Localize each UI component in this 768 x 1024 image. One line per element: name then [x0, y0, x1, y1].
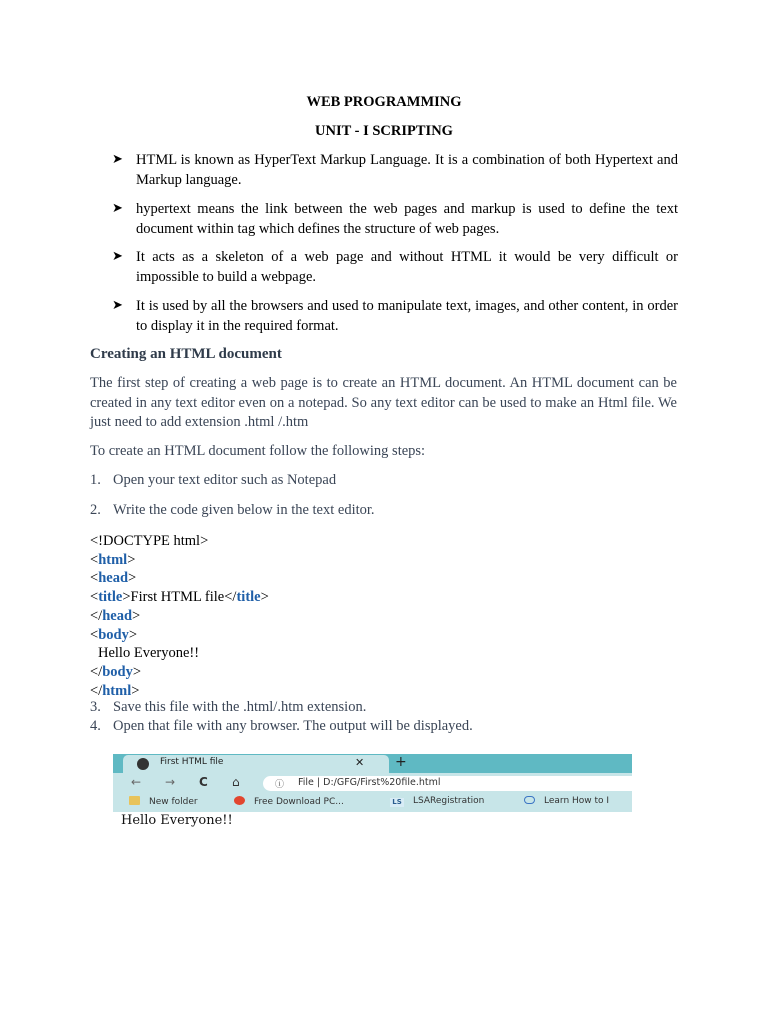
favicon-icon — [137, 758, 149, 770]
arrow-bullet-icon: ➤ — [112, 151, 123, 166]
bookmark-lsa-registration[interactable]: LS LSARegistration — [390, 796, 484, 807]
home-icon[interactable]: ⌂ — [232, 775, 240, 789]
bullet-item — [112, 200, 678, 239]
page-title: WEB PROGRAMMING — [306, 94, 462, 110]
forward-icon[interactable]: → — [165, 775, 176, 789]
step-text: Open that file with any browser. The output will be displayed. — [113, 718, 473, 734]
step-number: 2. — [90, 502, 101, 518]
browser-nav-bar — [113, 773, 632, 794]
bookmark-free-download[interactable]: Free Download PC... — [234, 796, 344, 807]
info-icon: ⓘ — [275, 780, 285, 790]
browser-tab-bar — [113, 754, 632, 773]
code-line: <!DOCTYPE html> — [90, 533, 209, 549]
bullet-item — [112, 248, 678, 287]
code-line: Hello Everyone!! — [98, 645, 200, 662]
bookmark-learn-how[interactable]: Learn How to I — [524, 796, 609, 806]
bookmark-new-folder[interactable]: New folder — [129, 796, 198, 807]
step-text: Write the code given below in the text editor. — [113, 502, 375, 518]
steps-intro: To create an HTML document follow the following steps: — [90, 443, 426, 459]
code-line: </body> — [90, 663, 142, 680]
bookmarks-bar — [113, 794, 632, 812]
code-line: </head> — [90, 607, 141, 624]
step-item — [90, 699, 366, 716]
browser-screenshot — [113, 754, 632, 812]
reload-icon[interactable]: C — [199, 775, 208, 789]
intro-paragraph: The first step of creating a web page is to create an HTML document. An HTML document can be created in any text editor even on a notepad. So any text editor can be used to make an Html file. We just need to add extension .html /.htm — [90, 375, 677, 430]
close-icon[interactable]: ✕ — [355, 756, 365, 769]
code-line: <body> — [90, 626, 138, 643]
learn-icon — [524, 796, 535, 804]
bullet-text: It is used by all the browsers and used to manipulate text, images, and other content, in order to display it in the required format. — [136, 298, 678, 334]
browser-output-text: Hello Everyone!! — [121, 813, 233, 828]
arrow-bullet-icon: ➤ — [112, 297, 123, 312]
bullet-item — [112, 297, 678, 336]
folder-icon — [129, 796, 140, 805]
step-text: Open your text editor such as Notepad — [113, 472, 337, 488]
page-subtitle: UNIT - I SCRIPTING — [315, 123, 453, 139]
step-item — [90, 718, 473, 735]
section-heading: Creating an HTML document — [90, 346, 282, 362]
tab-title: First HTML file — [160, 757, 224, 767]
address-text: File | D:/GFG/First%20file.html — [298, 777, 441, 788]
ls-icon: LS — [390, 798, 404, 807]
step-number: 4. — [90, 718, 101, 734]
arrow-bullet-icon: ➤ — [112, 248, 123, 263]
address-bar[interactable] — [263, 776, 632, 791]
step-item — [90, 502, 375, 519]
code-line: <head> — [90, 570, 137, 587]
code-line: <html> — [90, 551, 136, 568]
step-text: Save this file with the .html/.htm extension. — [113, 699, 367, 715]
back-icon[interactable]: ← — [131, 775, 142, 789]
browser-tab[interactable] — [123, 755, 389, 773]
bullet-text: It acts as a skeleton of a web page and without HTML it would be very difficult or impossible to build a webpage. — [136, 249, 678, 285]
bullet-item — [112, 151, 678, 190]
chrome-icon — [234, 796, 245, 805]
code-block — [90, 532, 269, 700]
arrow-bullet-icon: ➤ — [112, 200, 123, 215]
step-number: 3. — [90, 699, 101, 715]
new-tab-button[interactable]: + — [395, 754, 407, 770]
bullet-text: hypertext means the link between the web pages and markup is used to define the text document within tag which defines the structure of web pages. — [136, 201, 678, 237]
step-item — [90, 472, 336, 489]
step-number: 1. — [90, 472, 101, 488]
code-line: </html> — [90, 682, 140, 699]
bullet-text: HTML is known as HyperText Markup Language. It is a combination of both Hypertext and Markup language. — [136, 152, 678, 188]
code-line: <title>First HTML file</title> — [90, 589, 269, 606]
